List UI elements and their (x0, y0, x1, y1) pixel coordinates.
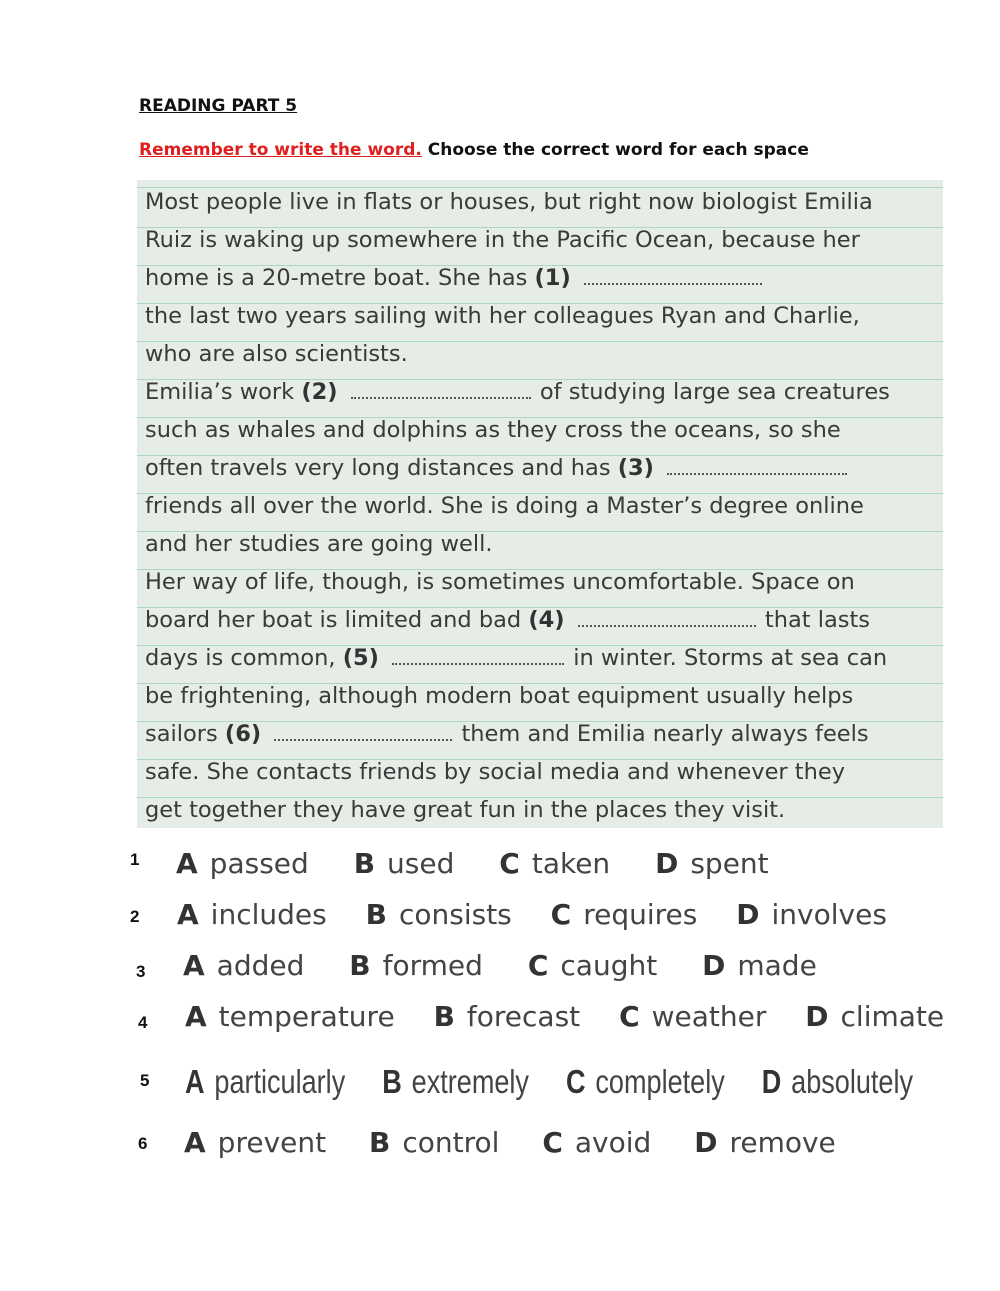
option[interactable]: D spent (655, 847, 769, 880)
page-title: READING PART 5 (139, 96, 298, 116)
option[interactable]: A passed (176, 847, 309, 880)
option[interactable]: B forecast (433, 1000, 581, 1033)
answer-gap-2[interactable] (351, 393, 531, 399)
option[interactable]: C caught (527, 949, 658, 982)
reading-passage (137, 180, 943, 828)
option[interactable]: B used (353, 847, 455, 880)
passage-line: sailors (6) them and Emilia nearly always feels (145, 721, 869, 747)
option[interactable]: D absolutely (761, 1063, 914, 1100)
question-options (176, 847, 769, 880)
instruction-reminder: Remember to write the word. (139, 140, 422, 160)
option[interactable]: C requires (550, 898, 698, 931)
option[interactable]: A added (183, 949, 305, 982)
option[interactable]: D remove (694, 1126, 836, 1159)
passage-line: Her way of life, though, is sometimes uncomfortable. Space on (145, 569, 855, 595)
passage-line: the last two years sailing with her colleagues Ryan and Charlie, (145, 303, 860, 329)
gap-number-2: (2) (301, 379, 338, 405)
gap-number-4: (4) (528, 607, 565, 633)
question-number: 6 (138, 1134, 148, 1153)
gap-number-1: (1) (534, 265, 571, 291)
question-options (185, 1063, 913, 1101)
answer-gap-5[interactable] (392, 659, 564, 665)
question-options (185, 1000, 944, 1033)
passage-line: Most people live in flats or houses, but right now biologist Emilia (145, 189, 873, 215)
gap-number-6: (6) (224, 721, 262, 747)
passage-line: safe. She contacts friends by social media and whenever they (145, 759, 846, 785)
passage-line: friends all over the world. She is doing a Master’s degree online (145, 493, 864, 519)
question-number: 1 (130, 850, 140, 869)
option[interactable]: C taken (499, 847, 611, 880)
passage-line: Ruiz is waking up somewhere in the Pacific Ocean, because her (145, 227, 860, 253)
option[interactable]: D involves (736, 898, 887, 931)
answer-gap-3[interactable] (667, 469, 847, 475)
instruction-text: Choose the correct word for each space (427, 140, 809, 160)
question-number: 5 (140, 1071, 150, 1090)
answer-gap-4[interactable] (578, 621, 756, 627)
option[interactable]: D made (702, 949, 817, 982)
passage-line: and her studies are going well. (145, 531, 493, 557)
option[interactable]: B extremely (382, 1063, 529, 1100)
answer-gap-1[interactable] (584, 279, 762, 285)
option[interactable]: C avoid (542, 1126, 652, 1159)
gap-number-3: (3) (617, 455, 654, 481)
question-number: 4 (138, 1013, 148, 1032)
option[interactable]: C completely (566, 1063, 725, 1100)
question-number: 2 (130, 907, 140, 926)
passage-line: get together they have great fun in the places they visit. (145, 797, 786, 823)
option[interactable]: A prevent (184, 1126, 327, 1159)
option[interactable]: A includes (177, 898, 327, 931)
passage-line: be frightening, although modern boat equipment usually helps (145, 683, 854, 709)
option[interactable]: B control (369, 1126, 500, 1159)
question-number: 3 (136, 962, 146, 981)
option[interactable]: B consists (365, 898, 512, 931)
option[interactable]: C weather (619, 1000, 767, 1033)
answer-gap-6[interactable] (274, 735, 452, 741)
passage-line: who are also scientists. (145, 341, 408, 367)
passage-line: often travels very long distances and has (3) (145, 449, 847, 487)
option[interactable]: A temperature (185, 1000, 395, 1033)
passage-line: days is common, (5) in winter. Storms at sea can (145, 645, 888, 671)
question-options (177, 898, 887, 931)
passage-line: board her boat is limited and bad (4) that lasts (145, 607, 871, 633)
instruction (139, 140, 809, 160)
option[interactable]: D climate (805, 1000, 945, 1033)
passage-line: such as whales and dolphins as they cross the oceans, so she (145, 417, 841, 443)
option[interactable]: A particularly (185, 1063, 346, 1100)
question-options (183, 949, 817, 982)
passage-line: Emilia’s work (2) of studying large sea creatures (145, 379, 890, 405)
passage-line: home is a 20-metre boat. She has (1) (145, 259, 762, 297)
option[interactable]: B formed (349, 949, 483, 982)
gap-number-5: (5) (342, 645, 379, 671)
question-options (184, 1126, 836, 1159)
